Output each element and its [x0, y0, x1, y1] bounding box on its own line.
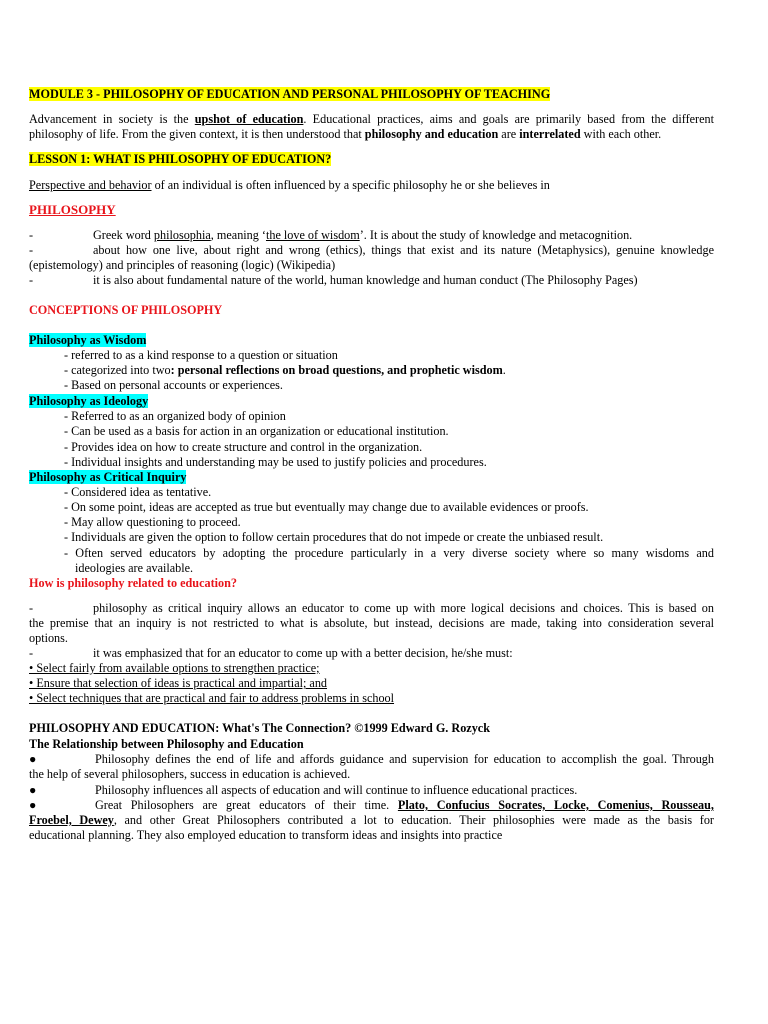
- dash: -: [29, 228, 34, 242]
- wisdom-point-1: - referred to as a kind response to a question or situation: [64, 348, 338, 362]
- bullet-text: , and other Great Philosophers contributed a lot to education. Their philosophies were made as the basis for: [113, 813, 714, 827]
- how-heading: How is philosophy related to education?: [29, 576, 238, 590]
- how-bullet-2: [29, 676, 327, 691]
- intro-text: with each other.: [580, 127, 662, 141]
- how-item-2: it was emphasized that for an educator to come up with a better decision, he/she must:: [93, 646, 513, 660]
- lesson1-title: [29, 152, 331, 167]
- point-text: - categorized into two: [64, 363, 171, 377]
- how-item-1: philosophy as critical inquiry allows an educator to come up with more logical decisions and choices. This is based on: [93, 601, 714, 615]
- wisdom-point-2: [64, 363, 506, 378]
- bullet-icon: ●: [29, 783, 37, 797]
- philosophy-item-2-cont: (epistemology) and principles of reasoning (logic) (Wikipedia): [29, 258, 336, 272]
- ideology-point-2: - Can be used as a basis for action in an organization or educational institution.: [64, 424, 449, 438]
- intro-text: . Educational practices, aims and goals are primarily based from the different: [303, 112, 714, 126]
- how-bullet-1: [29, 661, 320, 676]
- item-underlined: the love of wisdom: [265, 228, 360, 242]
- lesson1-title-text: LESSON 1: WHAT IS PHILOSOPHY OF EDUCATION?: [29, 152, 332, 166]
- connection-bullet-3: [95, 798, 714, 813]
- philosophers-list: Froebel, Dewey: [29, 813, 114, 827]
- critical-point-3: - May allow questioning to proceed.: [64, 515, 241, 529]
- how-bullet-3: [29, 691, 394, 706]
- point-text: .: [502, 363, 506, 377]
- philosophers-list: Plato, Confucius Socrates, Locke, Comenius, Rousseau,: [397, 798, 714, 812]
- critical-title-text: Philosophy as Critical Inquiry: [29, 470, 187, 484]
- connection-title: PHILOSOPHY AND EDUCATION: What's The Connection? ©1999 Edward G. Rozyck: [29, 721, 490, 735]
- critical-point-5-cont: ideologies are available.: [75, 561, 194, 575]
- conceptions-heading: CONCEPTIONS OF PHILOSOPHY: [29, 303, 223, 317]
- ideology-title: [29, 394, 148, 409]
- intro-emphasis: upshot of education: [194, 112, 304, 126]
- dash: -: [29, 601, 34, 615]
- connection-bullet-3-end: educational planning. They also employed education to transform ideas and insights into practice: [29, 828, 503, 842]
- ideology-title-text: Philosophy as Ideology: [29, 394, 149, 408]
- item-underlined: philosophia: [153, 228, 211, 242]
- philosophy-item-2: about how one live, about right and wrong (ethics), things that exist and its nature (Metaphysics), genuine knowledge: [93, 243, 714, 257]
- item-text: ’. It is about the study of knowledge and metacognition.: [359, 228, 633, 242]
- how-bullet-text: • Ensure that selection of ideas is practical and impartial; and: [29, 676, 328, 690]
- how-bullet-text: • Select fairly from available options to strengthen practice;: [29, 661, 320, 675]
- bullet-text: Great Philosophers are great educators of their time.: [95, 798, 398, 812]
- bullet-icon: ●: [29, 798, 37, 812]
- wisdom-title-text: Philosophy as Wisdom: [29, 333, 147, 347]
- intro-text: are: [498, 127, 520, 141]
- ideology-point-1: - Referred to as an organized body of opinion: [64, 409, 286, 423]
- philosophy-heading: [29, 202, 116, 217]
- wisdom-title: [29, 333, 146, 348]
- ideology-point-4: - Individual insights and understanding may be used to justify policies and procedures.: [64, 455, 487, 469]
- intro-emphasis: interrelated: [519, 127, 581, 141]
- philosophy-heading-text: PHILOSOPHY: [29, 202, 116, 217]
- critical-point-5: - Often served educators by adopting the procedure particularly in a very diverse society where so many wisdoms and: [64, 546, 714, 560]
- ideology-point-3: - Provides idea on how to create structure and control in the organization.: [64, 440, 423, 454]
- critical-point-2: - On some point, ideas are accepted as true but eventually may change due to available evidences or proofs.: [64, 500, 589, 514]
- point-bold: : personal reflections on broad questions, and prophetic wisdom: [170, 363, 503, 377]
- how-item-1-end: options.: [29, 631, 68, 645]
- item-text: , meaning ‘: [210, 228, 266, 242]
- critical-title: [29, 470, 186, 485]
- intro-line-2: [29, 127, 661, 142]
- dash: -: [29, 646, 34, 660]
- connection-bullet-3-cont: [29, 813, 714, 828]
- connection-subtitle: The Relationship between Philosophy and Education: [29, 737, 304, 751]
- intro-emphasis: philosophy and education: [364, 127, 499, 141]
- intro-text: Advancement in society is the: [29, 112, 195, 126]
- bullet-icon: ●: [29, 752, 37, 766]
- dash: -: [29, 273, 34, 287]
- perspective-text: of an individual is often influenced by a specific philosophy he or she believes in: [151, 178, 550, 192]
- wisdom-point-3: - Based on personal accounts or experiences.: [64, 378, 283, 392]
- connection-bullet-2: Philosophy influences all aspects of education and will continue to influence educational practices.: [95, 783, 578, 797]
- perspective-line: [29, 178, 550, 193]
- intro-line-1: [29, 112, 714, 127]
- connection-bullet-1: Philosophy defines the end of life and affords guidance and supervision for education to accomplish the goal. Through: [95, 752, 714, 766]
- philosophy-item-3: it is also about fundamental nature of the world, human knowledge and human conduct (The Philosophy Pages): [93, 273, 638, 287]
- philosophy-item-1: [93, 228, 632, 243]
- item-text: Greek word: [93, 228, 154, 242]
- critical-point-4: - Individuals are given the option to follow certain procedures that do not impede or create the unbiased result.: [64, 530, 604, 544]
- critical-point-1: - Considered idea as tentative.: [64, 485, 212, 499]
- how-item-1-cont: the premise that an inquiry is not restricted to what is absolute, but instead, decisions are made, taking into consideration several: [29, 616, 714, 630]
- dash: -: [29, 243, 34, 257]
- module-title: [29, 87, 550, 102]
- connection-bullet-1-cont: the help of several philosophers, success in education is achieved.: [29, 767, 351, 781]
- intro-text: philosophy of life. From the given context, it is then understood that: [29, 127, 365, 141]
- module-title-text: MODULE 3 - PHILOSOPHY OF EDUCATION AND PERSONAL PHILOSOPHY OF TEACHING: [29, 87, 551, 101]
- perspective-underlined: Perspective and behavior: [29, 178, 152, 192]
- how-bullet-text: • Select techniques that are practical and fair to address problems in school: [29, 691, 395, 705]
